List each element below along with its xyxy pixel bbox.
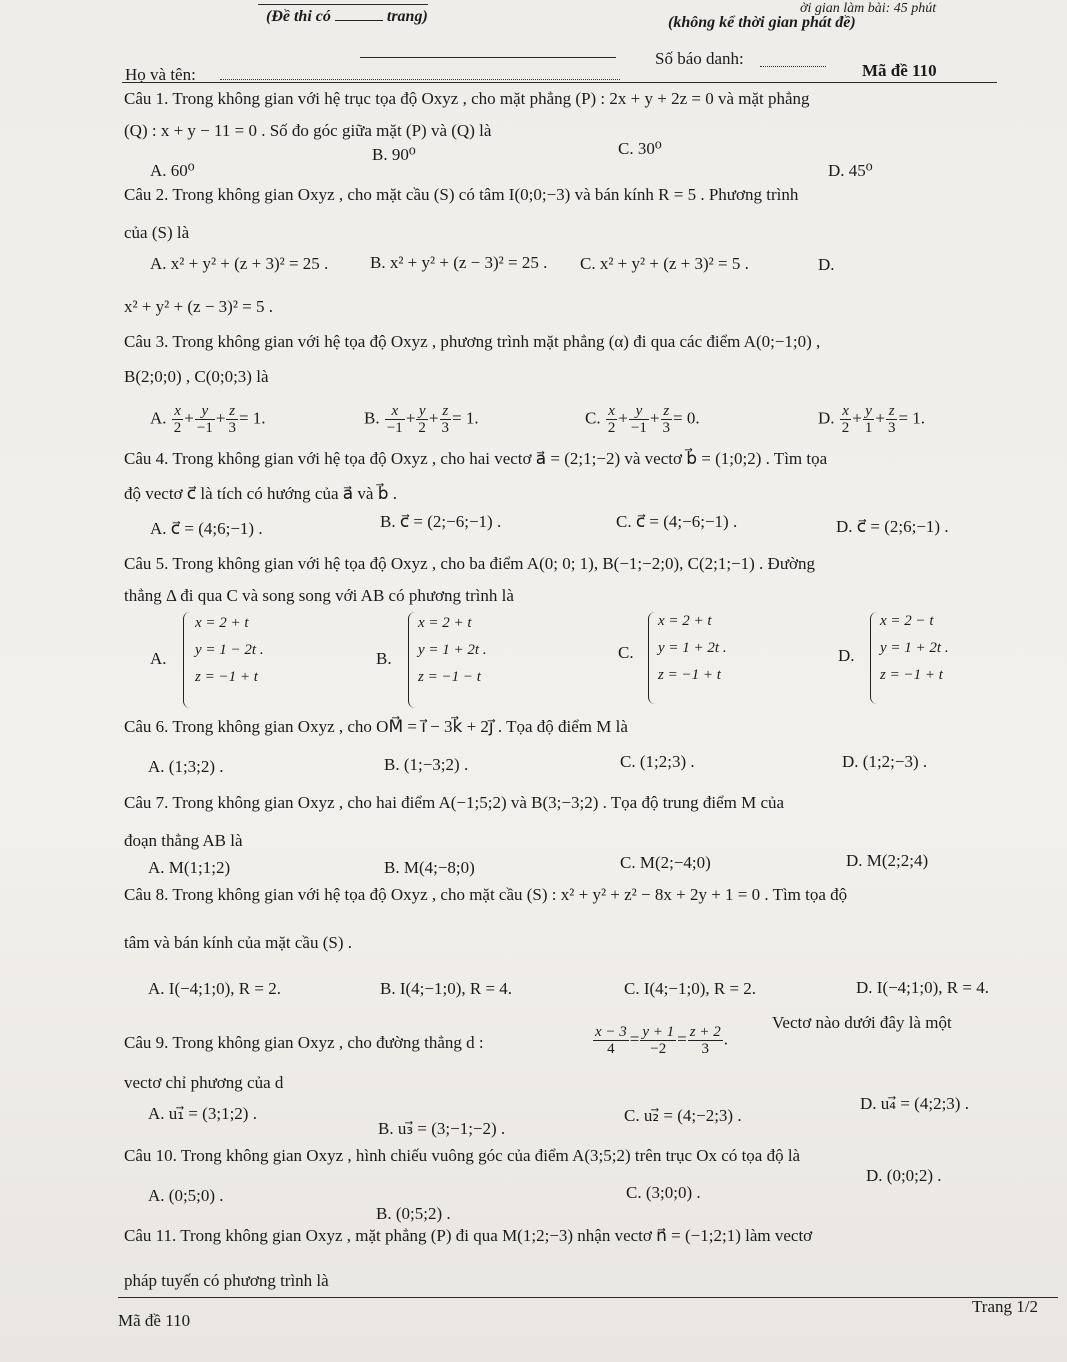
q7-option-b[interactable]: B. M(4;−8;0)	[384, 858, 475, 877]
q5-option-c-label[interactable]: C.	[618, 643, 634, 662]
q2-line-1: Câu 2. Trong không gian Oxyz , cho mặt cầu (S) có tâm I(0;0;−3) và bán kính R = 5 . Phương trình	[124, 185, 799, 204]
q6-option-c[interactable]: C. (1;2;3) .	[620, 752, 695, 771]
q5-option-d-label[interactable]: D.	[838, 646, 855, 665]
name-label: Họ và tên:	[125, 65, 196, 84]
q1-option-c[interactable]: C. 30⁰	[618, 139, 662, 158]
footer-page: Trang 1/2	[972, 1297, 1038, 1316]
q8-line-2: tâm và bán kính của mặt cầu (S) .	[124, 933, 353, 952]
q9-line-equation: $\frac{x - 3}{4}$ = $\frac{y + 1}{-2}$ = $\frac{z + 2}{3}$ .	[595, 1024, 728, 1057]
q2-option-b[interactable]: B. x² + y² + (z − 3)² = 25 .	[370, 253, 548, 272]
q5-line-1: Câu 5. Trong không gian với hệ tọa độ Oxyz , cho ba điểm A(0; 0; 1), B(−1;−2;0), C(2;1;−1) . Đường	[124, 554, 816, 573]
q8-option-c[interactable]: C. I(4;−1;0), R = 2.	[624, 979, 757, 998]
q8-option-a[interactable]: A. I(−4;1;0), R = 2.	[148, 979, 281, 998]
q3-option-a[interactable]: A. $\frac{x}{2}$ + $\frac{y}{-1}$ + $\frac{z}{3}$ = 1.	[150, 403, 266, 436]
q5-option-d-brace	[870, 612, 877, 704]
q4-option-d[interactable]: D. c⃗ = (2;6;−1) .	[836, 517, 949, 536]
q1-option-b[interactable]: B. 90⁰	[372, 145, 416, 164]
time-note: (không kể thời gian phát đề)	[668, 14, 856, 31]
q3-option-c[interactable]: C. $\frac{x}{2}$ + $\frac{y}{-1}$ + $\frac{z}{3}$ = 0.	[585, 403, 700, 436]
q7-option-a[interactable]: A. M(1;1;2)	[148, 858, 231, 877]
q1-option-d[interactable]: D. 45⁰	[828, 161, 873, 180]
time-line: ời gian làm bài: 45 phút	[800, 1, 937, 16]
q10-option-c[interactable]: C. (3;0;0) .	[626, 1183, 701, 1202]
q11-line-2: pháp tuyến có phương trình là	[124, 1271, 329, 1290]
q9-option-c[interactable]: C. u₂⃗ = (4;−2;3) .	[624, 1106, 742, 1125]
name-field[interactable]	[220, 79, 620, 80]
q5-option-a-brace	[183, 612, 190, 708]
q8-option-b[interactable]: B. I(4;−1;0), R = 4.	[380, 979, 513, 998]
q5-option-b-brace	[408, 612, 415, 708]
q6-option-b[interactable]: B. (1;−3;2) .	[384, 755, 469, 774]
q9-option-b[interactable]: B. u₃⃗ = (3;−1;−2) .	[378, 1119, 506, 1138]
q10-option-d[interactable]: D. (0;0;2) .	[866, 1166, 942, 1185]
q7-option-c[interactable]: C. M(2;−4;0)	[620, 853, 711, 872]
q7-line-1: Câu 7. Trong không gian Oxyz , cho hai điểm A(−1;5;2) và B(3;−3;2) . Tọa độ trung điểm M của	[124, 793, 785, 812]
q5-option-a-system: x = 2 + t y = 1 − 2t . z = −1 + t	[195, 615, 264, 685]
q9-line-2: vectơ chỉ phương của d	[124, 1073, 284, 1092]
q4-option-c[interactable]: C. c⃗ = (4;−6;−1) .	[616, 512, 738, 531]
q2-option-a[interactable]: A. x² + y² + (z + 3)² = 25 .	[150, 254, 329, 273]
q6-line-1: Câu 6. Trong không gian Oxyz , cho OM⃗ = i⃗ − 3k⃗ + 2j⃗ . Tọa độ điểm M là	[124, 717, 628, 736]
q5-option-c-system: x = 2 + t y = 1 + 2t . z = −1 + t	[658, 613, 727, 683]
q10-option-b[interactable]: B. (0;5;2) .	[376, 1204, 451, 1223]
q1-line-1: Câu 1. Trong không gian với hệ trục tọa độ Oxyz , cho mặt phẳng (P) : 2x + y + 2z = 0 và mặt phẳng	[124, 89, 810, 108]
q11-line-1: Câu 11. Trong không gian Oxyz , mặt phẳng (P) đi qua M(1;2;−3) nhận vectơ n⃗ = (−1;2;1) làm vectơ	[124, 1226, 813, 1245]
q3-line-2: B(2;0;0) , C(0;0;3) là	[124, 367, 269, 386]
q9-option-d[interactable]: D. u₄⃗ = (4;2;3) .	[860, 1094, 969, 1113]
q1-line-2: (Q) : x + y − 11 = 0 . Số đo góc giữa mặt (P) và (Q) là	[124, 121, 492, 140]
q9-option-a[interactable]: A. u₁⃗ = (3;1;2) .	[148, 1104, 257, 1123]
exam-code: Mã đề 110	[862, 61, 937, 80]
q4-line-2: độ vectơ c⃗ là tích có hướng của a⃗ và b⃗ .	[124, 484, 398, 503]
q5-line-2: thẳng Δ đi qua C và song song với AB có phương trình là	[124, 586, 514, 605]
q3-line-1: Câu 3. Trong không gian với hệ tọa độ Oxyz , phương trình mặt phẳng (α) đi qua các điểm A(0;−1;0) ,	[124, 332, 821, 351]
q9-line-1: Câu 9. Trong không gian Oxyz , cho đường thẳng d :	[124, 1033, 484, 1052]
q8-line-1: Câu 8. Trong không gian với hệ tọa độ Oxyz , cho mặt cầu (S) : x² + y² + z² − 8x + 2y + 1 = 0 . Tìm tọa độ	[124, 885, 848, 904]
q5-option-b-system: x = 2 + t y = 1 + 2t . z = −1 − t	[418, 615, 487, 685]
q1-option-a[interactable]: A. 60⁰	[150, 161, 195, 180]
q4-option-a[interactable]: A. c⃗ = (4;6;−1) .	[150, 519, 263, 538]
q3-option-d[interactable]: D. $\frac{x}{2}$ + $\frac{y}{1}$ + $\frac{z}{3}$ = 1.	[818, 403, 926, 436]
q7-line-2: đoạn thẳng AB là	[124, 831, 243, 850]
q5-option-c-brace	[648, 612, 655, 704]
q2-line-2: của (S) là	[124, 223, 190, 242]
q4-line-1: Câu 4. Trong không gian với hệ tọa độ Oxyz , cho hai vectơ a⃗ = (2;1;−2) và vectơ b⃗ = (1;0;2) . Tìm tọa	[124, 449, 828, 468]
sbd-field[interactable]	[760, 66, 826, 67]
q4-option-b[interactable]: B. c⃗ = (2;−6;−1) .	[380, 512, 502, 531]
q10-line-1: Câu 10. Trong không gian Oxyz , hình chiếu vuông góc của điểm A(3;5;2) trên trục Ox có tọa độ là	[124, 1146, 801, 1165]
q5-option-b-label[interactable]: B.	[376, 649, 392, 668]
q8-option-d[interactable]: D. I(−4;1;0), R = 4.	[856, 978, 989, 997]
q5-option-d-system: x = 2 − t y = 1 + 2t . z = −1 + t	[880, 613, 949, 683]
q6-option-a[interactable]: A. (1;3;2) .	[148, 757, 224, 776]
q5-option-a-label[interactable]: A.	[150, 649, 167, 668]
q7-option-d[interactable]: D. M(2;2;4)	[846, 851, 929, 870]
q9-line-1-end: Vectơ nào dưới đây là một	[772, 1013, 952, 1032]
sbd-label: Số báo danh:	[655, 49, 744, 68]
q2-option-c[interactable]: C. x² + y² + (z + 3)² = 5 .	[580, 254, 749, 273]
q10-option-a[interactable]: A. (0;5;0) .	[148, 1186, 224, 1205]
q3-option-b[interactable]: B. $\frac{x}{-1}$ + $\frac{y}{2}$ + $\frac{z}{3}$ = 1.	[364, 403, 479, 436]
q2-option-d[interactable]: D.	[818, 255, 835, 274]
footer-code: Mã đề 110	[118, 1311, 191, 1330]
q6-option-d[interactable]: D. (1;2;−3) .	[842, 752, 928, 771]
q2-option-d-text: x² + y² + (z − 3)² = 5 .	[124, 297, 274, 316]
pages-note: (Đề thi có trang)	[266, 8, 428, 25]
